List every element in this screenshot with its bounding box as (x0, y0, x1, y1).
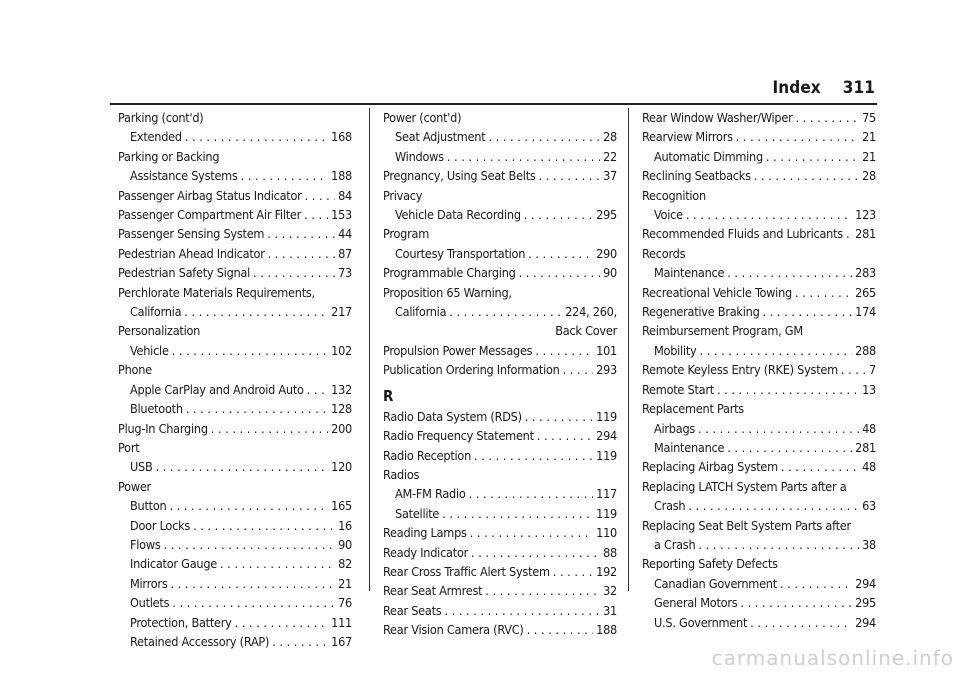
dot-leader (235, 613, 328, 632)
page-reference: 28 (603, 129, 617, 145)
page-reference: 132 (331, 381, 352, 397)
page-reference: 22 (603, 148, 617, 164)
dot-leader (241, 166, 328, 185)
page-reference: 295 (855, 595, 876, 611)
page-reference-continued: Back Cover (555, 323, 617, 339)
entry-text: Propulsion Power Messages (383, 342, 533, 358)
index-subentry (383, 127, 617, 146)
dot-leader (525, 407, 593, 426)
index-entry (642, 166, 876, 185)
index-subentry (118, 457, 352, 476)
page-reference: 188 (331, 168, 352, 184)
index-heading: Port (118, 439, 140, 455)
index-heading: Parking (cont'd) (118, 110, 204, 125)
page-reference: 31 (603, 602, 617, 618)
page-reference: 13 (862, 381, 876, 397)
index-entry (383, 562, 617, 581)
index-subentry (118, 593, 352, 612)
index-subentry (118, 302, 352, 321)
dot-leader (796, 108, 860, 127)
dot-leader (193, 516, 335, 535)
page-reference: 21 (338, 575, 352, 591)
dot-leader (172, 593, 335, 612)
watermark: carmanualsonline.info (711, 646, 954, 670)
page-reference: 167 (331, 633, 352, 649)
index-entry (383, 426, 617, 445)
dot-leader (841, 360, 866, 379)
index-entry (383, 523, 617, 542)
entry-text: Pedestrian Ahead Indicator (118, 245, 265, 261)
index-subentry (383, 302, 617, 321)
index-entry (642, 380, 876, 399)
entry-text: Automatic Dimming (654, 148, 763, 164)
index-heading: Proposition 65 Warning, (383, 284, 512, 300)
dot-leader (527, 620, 594, 639)
entry-text: a Crash (654, 536, 696, 552)
entry-text: Indicator Gauge (130, 556, 217, 572)
page-reference: 21 (862, 129, 876, 145)
entry-text: Protection, Battery (130, 614, 232, 630)
section-letter: R (383, 386, 394, 405)
entry-text: Rear Seat Armrest (383, 583, 483, 599)
index-subentry (118, 574, 352, 593)
entry-text: Passenger Compartment Air Filter (118, 207, 302, 223)
page-reference: 7 (869, 362, 876, 378)
entry-text: Rear Window Washer/Wiper (642, 110, 793, 125)
index-entry (383, 620, 617, 639)
index-heading: Records (642, 245, 686, 261)
entry-text: Seat Adjustment (395, 129, 486, 145)
dot-leader (740, 593, 852, 612)
dot-leader (305, 186, 335, 205)
page-reference: 82 (338, 556, 352, 572)
dot-leader (763, 302, 853, 321)
dot-leader (172, 341, 328, 360)
dot-leader (449, 302, 562, 321)
dot-leader (184, 302, 328, 321)
dot-leader (795, 283, 852, 302)
index-subentry (642, 496, 876, 515)
page-reference: 288 (855, 342, 876, 358)
index-heading: Recognition (642, 187, 706, 203)
index-subentry (383, 504, 617, 523)
entry-text: Button (130, 498, 167, 514)
index-subentry (642, 438, 876, 457)
index-entry (642, 457, 876, 476)
dot-leader (304, 205, 328, 224)
index-heading: Replacing LATCH System Parts after a (642, 478, 847, 494)
dot-leader (156, 457, 329, 476)
index-subentry (642, 419, 876, 438)
page-reference: 90 (338, 536, 352, 552)
dot-leader (469, 484, 594, 503)
page-reference: 28 (862, 168, 876, 184)
index-subentry (118, 516, 352, 535)
dot-leader (444, 601, 600, 620)
page-reference: 294 (855, 614, 876, 630)
index-subentry (642, 263, 876, 282)
dot-leader (528, 244, 593, 263)
entry-text: Pregnancy, Using Seat Belts (383, 168, 536, 184)
page-reference: 168 (331, 129, 352, 145)
page-reference: 281 (855, 439, 876, 455)
entry-text: Canadian Government (654, 575, 777, 591)
page-reference: 21 (862, 148, 876, 164)
dot-leader (211, 419, 328, 438)
section-title: Index (772, 78, 821, 98)
page-reference: 101 (596, 342, 617, 358)
index-subentry (118, 166, 352, 185)
page-reference: 294 (855, 575, 876, 591)
entry-text: Rearview Mirrors (642, 129, 733, 145)
index-entry (118, 419, 352, 438)
page-reference: 174 (855, 304, 876, 320)
page-reference: 63 (862, 498, 876, 514)
page-reference: 293 (596, 362, 617, 378)
dot-leader (474, 446, 593, 465)
page-reference: 283 (855, 265, 876, 281)
page-reference: 224, 260, (565, 304, 617, 320)
index-subentry (642, 593, 876, 612)
page-reference: 188 (596, 622, 617, 638)
entry-text: Rear Vision Camera (RVC) (383, 622, 524, 638)
dot-leader (186, 399, 328, 418)
entry-text: Passenger Sensing System (118, 226, 265, 242)
index-subentry (383, 147, 617, 166)
entry-text: Vehicle Data Recording (395, 207, 521, 223)
page-reference: 84 (338, 187, 352, 203)
index-subentry (642, 613, 876, 632)
entry-text: Radio Frequency Statement (383, 428, 534, 444)
page-reference: 90 (603, 265, 617, 281)
page-reference: 192 (596, 563, 617, 579)
index-entry (642, 360, 876, 379)
dot-leader (267, 224, 335, 243)
page-reference: 120 (331, 459, 352, 475)
entry-text: Reclining Seatbacks (642, 168, 751, 184)
index-entry (383, 263, 617, 282)
index-subentry (118, 632, 352, 651)
index-heading: Power (118, 478, 151, 494)
index-subentry (383, 484, 617, 503)
index-entry (383, 341, 617, 360)
index-entry (642, 302, 876, 321)
dot-leader (268, 244, 335, 263)
entry-text: Passenger Airbag Status Indicator (118, 187, 302, 203)
index-column-2 (383, 108, 617, 640)
index-entry (642, 108, 876, 127)
index-entry (642, 127, 876, 146)
entry-text: Crash (654, 498, 686, 514)
entry-text: Recreational Vehicle Towing (642, 284, 792, 300)
page-reference: 102 (331, 342, 352, 358)
entry-text: Radio Reception (383, 447, 472, 463)
page-reference: 87 (338, 245, 352, 261)
entry-text: USB (130, 459, 153, 475)
index-subentry (118, 613, 352, 632)
entry-text: General Motors (654, 595, 738, 611)
index-entry (118, 244, 352, 263)
dot-leader (447, 147, 600, 166)
page-reference: 73 (338, 265, 352, 281)
dot-leader (766, 147, 859, 166)
page-reference: 76 (338, 595, 352, 611)
index-subentry (383, 244, 617, 263)
page-reference: 117 (596, 486, 617, 502)
dot-leader (750, 613, 852, 632)
index-subentry (118, 341, 352, 360)
dot-leader (535, 341, 593, 360)
entry-text: Voice (654, 207, 683, 223)
entry-text: Windows (395, 148, 444, 164)
entry-text: California (395, 304, 447, 320)
dot-leader (754, 166, 859, 185)
entry-text: Remote Start (642, 381, 714, 397)
entry-text: Reading Lamps (383, 525, 467, 541)
page-reference: 75 (862, 110, 876, 125)
index-subentry (642, 341, 876, 360)
index-subentry (118, 399, 352, 418)
dot-leader (485, 581, 600, 600)
page-reference: 281 (855, 226, 876, 242)
entry-text: California (130, 304, 182, 320)
entry-text: Remote Keyless Entry (RKE) System (642, 362, 838, 378)
dot-leader (253, 263, 335, 282)
entry-text: Pedestrian Safety Signal (118, 265, 251, 281)
index-heading: Personalization (118, 323, 201, 339)
index-subentry (642, 535, 876, 554)
page-reference: 123 (855, 207, 876, 223)
entry-text: Publication Ordering Information (383, 362, 560, 378)
index-heading: Privacy (383, 187, 423, 203)
index-heading: Phone (118, 362, 152, 378)
page-reference: 217 (331, 304, 352, 320)
dot-leader (164, 535, 336, 554)
index-entry (383, 166, 617, 185)
entry-text: Ready Indicator (383, 544, 469, 560)
index-heading: Replacement Parts (642, 401, 744, 417)
page-reference: 119 (596, 408, 617, 424)
index-heading: Reimbursement Program, GM (642, 323, 803, 339)
entry-text: Vehicle (130, 342, 169, 358)
dot-leader (185, 127, 328, 146)
header-rule (110, 103, 877, 105)
entry-text: Replacing Airbag System (642, 459, 778, 475)
dot-leader (524, 205, 593, 224)
dot-leader (539, 166, 601, 185)
dot-leader (717, 380, 859, 399)
page-reference: 128 (331, 401, 352, 417)
entry-text: Mobility (654, 342, 697, 358)
page-reference: 295 (596, 207, 617, 223)
page-reference: 44 (338, 226, 352, 242)
page-reference: 16 (338, 517, 352, 533)
column-divider (369, 108, 370, 591)
index-column-3 (642, 108, 876, 632)
column-divider (628, 108, 629, 591)
index-entry (383, 601, 617, 620)
dot-leader (727, 263, 852, 282)
page-reference: 38 (862, 536, 876, 552)
dot-leader (736, 127, 859, 146)
index-subentry (642, 147, 876, 166)
index-entry (383, 543, 617, 562)
dot-leader (553, 562, 593, 581)
page-reference: 48 (862, 459, 876, 475)
entry-text: Regenerative Braking (642, 304, 760, 320)
entry-text: Recommended Fluids and Lubricants (642, 226, 843, 242)
index-entry (383, 581, 617, 600)
page-reference: 265 (855, 284, 876, 300)
entry-text: Airbags (654, 420, 696, 436)
page-number: 311 (842, 78, 875, 98)
index-subentry (118, 554, 352, 573)
page-reference: 290 (596, 245, 617, 261)
index-entry (118, 224, 352, 243)
index-heading: Radios (383, 466, 420, 482)
dot-leader (727, 438, 852, 457)
index-subentry (118, 535, 352, 554)
entry-text: Courtesy Transportation (395, 245, 526, 261)
dot-leader (698, 535, 859, 554)
index-heading: Perchlorate Materials Requirements, (118, 284, 315, 300)
dot-leader (846, 224, 852, 243)
index-subentry (118, 496, 352, 515)
entry-text: Maintenance (654, 265, 725, 281)
page-reference: 48 (862, 420, 876, 436)
dot-leader (781, 457, 859, 476)
entry-text: Extended (130, 129, 182, 145)
page-reference: 153 (331, 207, 352, 223)
entry-text: Bluetooth (130, 401, 183, 417)
page-reference: 111 (331, 614, 352, 630)
index-subentry (383, 205, 617, 224)
index-column-1 (118, 108, 352, 651)
index-entry (383, 407, 617, 426)
dot-leader (470, 523, 593, 542)
index-heading: Program (383, 226, 429, 242)
index-subentry (118, 380, 352, 399)
dot-leader (537, 426, 593, 445)
dot-leader (442, 504, 593, 523)
page-reference: 294 (596, 428, 617, 444)
entry-text: Outlets (130, 595, 170, 611)
page-reference: 119 (596, 505, 617, 521)
index-subentry (642, 574, 876, 593)
dot-leader (686, 205, 852, 224)
entry-text: Maintenance (654, 439, 725, 455)
index-entry (383, 446, 617, 465)
index-heading: Power (cont'd) (383, 110, 462, 125)
dot-leader (170, 574, 335, 593)
entry-text: Programmable Charging (383, 265, 516, 281)
page-reference: 88 (603, 544, 617, 560)
page-reference: 110 (596, 525, 617, 541)
dot-leader (688, 496, 859, 515)
dot-leader (698, 419, 859, 438)
dot-leader (471, 543, 600, 562)
index-entry (642, 283, 876, 302)
entry-text: U.S. Government (654, 614, 748, 630)
page-reference: 200 (331, 420, 352, 436)
entry-text: Flows (130, 536, 161, 552)
dot-leader (780, 574, 852, 593)
entry-text: Assistance Systems (130, 168, 238, 184)
index-entry (383, 360, 617, 379)
entry-text: Retained Accessory (RAP) (130, 633, 270, 649)
dot-leader (272, 632, 328, 651)
entry-text: Rear Cross Traffic Alert System (383, 563, 550, 579)
entry-text: AM-FM Radio (395, 486, 466, 502)
entry-text: Plug-In Charging (118, 420, 208, 436)
index-heading: Replacing Seat Belt System Parts after (642, 517, 851, 533)
dot-leader (169, 496, 328, 515)
dot-leader (488, 127, 600, 146)
page-reference: 165 (331, 498, 352, 514)
entry-text: Satellite (395, 505, 440, 521)
index-entry (118, 263, 352, 282)
index-entry (118, 205, 352, 224)
page-reference: 37 (603, 168, 617, 184)
index-subentry (642, 205, 876, 224)
index-entry (642, 224, 876, 243)
page-header (110, 78, 875, 98)
entry-text: Mirrors (130, 575, 168, 591)
index-heading: Parking or Backing (118, 148, 220, 164)
dot-leader (519, 263, 600, 282)
index-subentry (118, 127, 352, 146)
page-reference: 119 (596, 447, 617, 463)
entry-text: Door Locks (130, 517, 191, 533)
index-entry (118, 186, 352, 205)
dot-leader (220, 554, 335, 573)
dot-leader (563, 360, 594, 379)
entry-text: Rear Seats (383, 602, 442, 618)
page-reference: 32 (603, 583, 617, 599)
dot-leader (700, 341, 853, 360)
entry-text: Apple CarPlay and Android Auto (130, 381, 304, 397)
dot-leader (307, 380, 328, 399)
entry-text: Radio Data System (RDS) (383, 408, 522, 424)
index-heading: Reporting Safety Defects (642, 556, 778, 572)
